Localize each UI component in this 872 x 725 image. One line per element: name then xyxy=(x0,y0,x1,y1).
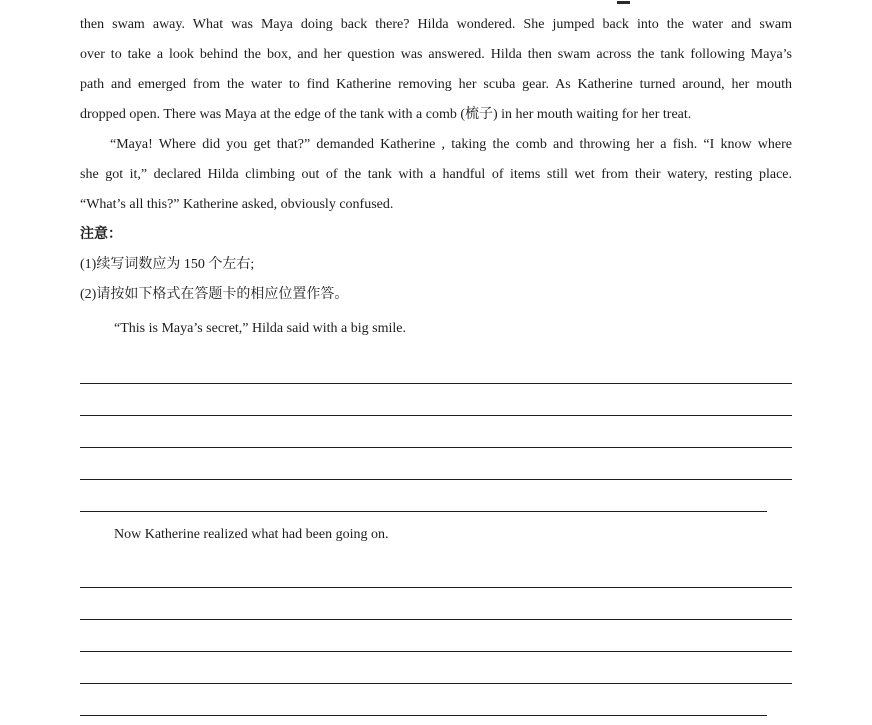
notice-item: (1)续写词数应为 150 个左右; xyxy=(80,257,255,272)
answer-line xyxy=(80,684,767,716)
answer-line xyxy=(80,556,792,588)
story-text-line: “What’s all this?” Katherine asked, obviously confused. xyxy=(80,197,394,212)
notice-heading: 注意： xyxy=(80,227,122,242)
answer-line xyxy=(80,352,792,384)
document-content xyxy=(80,10,792,716)
answer-line xyxy=(80,620,792,652)
continuation-prompt-1: “This is Maya’s secret,” Hilda said with a big smile. xyxy=(114,321,406,336)
answer-line xyxy=(80,652,792,684)
answer-line xyxy=(80,384,792,416)
story-text-line: she got it,” declared Hilda climbing out of the tank with a handful of items still wet from their watery, resting place. xyxy=(80,167,792,182)
notice-item: (2)请按如下格式在答题卡的相应位置作答。 xyxy=(80,287,349,302)
story-text-line: over to take a look behind the box, and her question was answered. Hilda then swam across the tank following Maya’s xyxy=(80,47,792,62)
answer-line xyxy=(80,480,767,512)
story-text-line: “Maya! Where did you get that?” demanded Katherine , taking the comb and throwing her a fish. “I know where xyxy=(110,137,792,152)
story-text-line: then swam away. What was Maya doing back there? Hilda wondered. She jumped back into the water and swam xyxy=(80,17,792,32)
answer-line xyxy=(80,588,792,620)
continuation-prompt-2: Now Katherine realized what had been going on. xyxy=(114,527,389,542)
scan-artifact xyxy=(617,1,630,4)
answer-block-1 xyxy=(80,352,792,512)
answer-line xyxy=(80,416,792,448)
story-text-line: path and emerged from the water to find Katherine removing her scuba gear. As Katherine turned around, her mouth xyxy=(80,77,792,92)
answer-line xyxy=(80,448,792,480)
story-text-line: dropped open. There was Maya at the edge of the tank with a comb (梳子) in her mouth waiting for her treat. xyxy=(80,107,692,122)
answer-block-2 xyxy=(80,556,792,716)
